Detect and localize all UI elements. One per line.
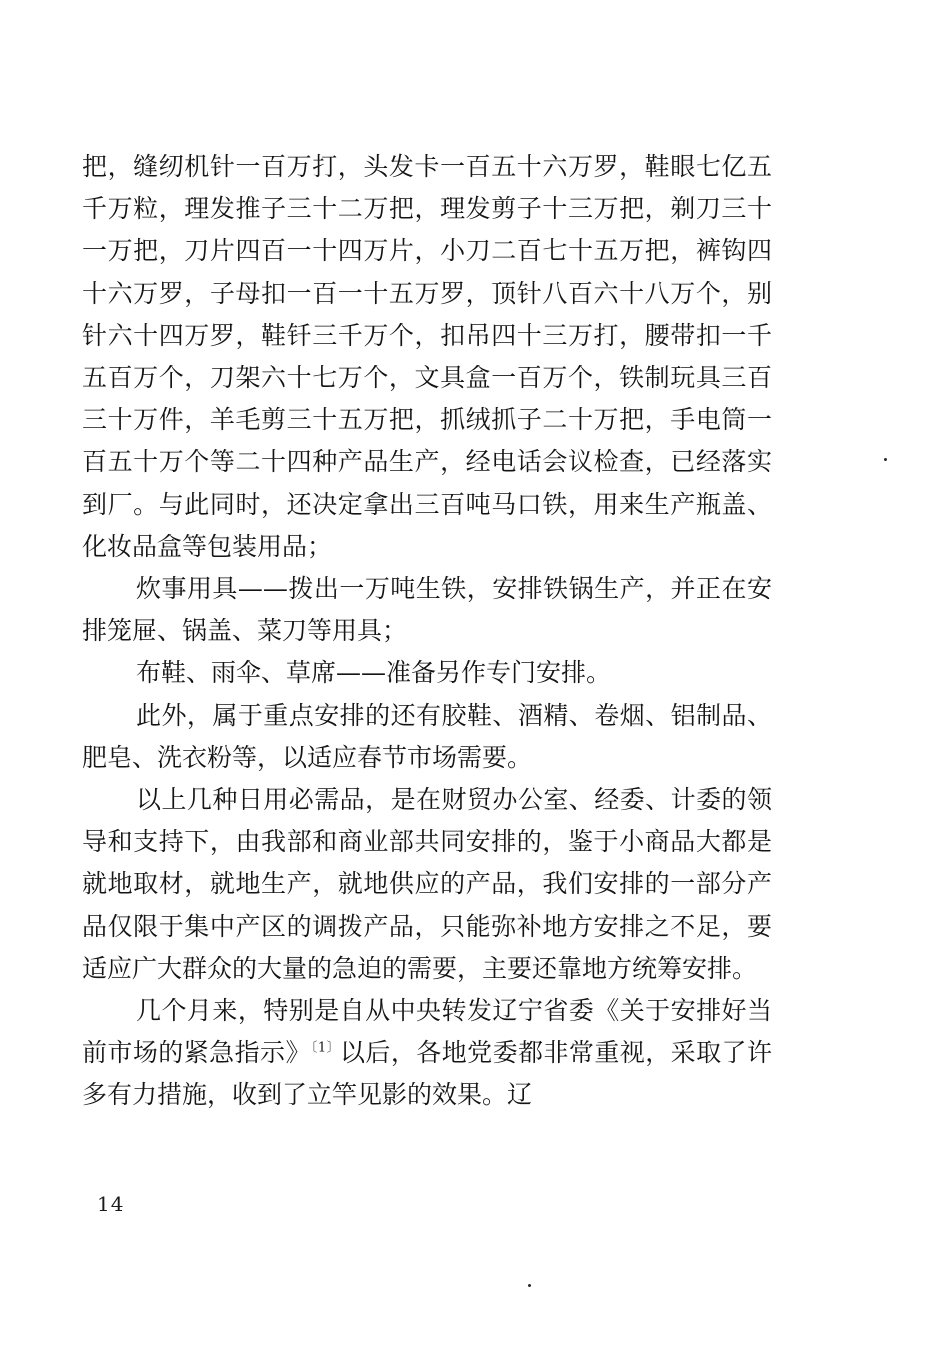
paragraph-1: 把，缝纫机针一百万打，头发卡一百五十六万罗，鞋眼七亿五千万粒，理发推子三十二万把，理发剪子十三万把，剃刀三十一万把，刀片四百一十四万片，小刀二百七十五万把，裤钩四十六万罗，子母扣一百一十五万罗，顶针八百六十八万个，别针六十四万罗，鞋钎三千万个，扣吊四十三万打，腰带扣一千五百万个，刀架六十七万个，文具盒一百万个，铁制玩具三百三十万件，羊毛剪三十五万把，抓绒抓子二十万把，手电筒一百五十万个等二十四种产品生产，经电话会议检查，已经落实到厂。与此同时，还决定拿出三百吨马口铁，用来生产瓶盖、化妆品盒等包装用品； [82,152,772,561]
page-number: 14 [97,1192,125,1216]
paragraph-6-text-before-note: 几个月来，特别是自从中央转发辽宁省委《关于安排好当前市场的紧急指示》 [82,996,772,1068]
paragraph-6 [82,990,772,1117]
scan-speck [528,1284,531,1287]
paragraph-6-text-after-note: 以后，各地党委都非常重视，采取了许多有力措施，收到了立竿见影的效果。辽 [82,1038,772,1110]
paragraph-5: 以上几种日用必需品，是在财贸办公室、经委、计委的领导和支持下，由我部和商业部共同安排的，鉴于小商品大都是就地取材，就地生产，就地供应的产品，我们安排的一部分产品仅限于集中产区的调拨产品，只能弥补地方安排之不足，要适应广大群众的大量的急迫的需要，主要还靠地方统筹安排。 [82,785,772,983]
paragraph-3: 布鞋、雨伞、草席——准备另作专门安排。 [136,658,612,688]
footnote-marker: 〔1〕 [310,1040,340,1056]
body-text [82,146,772,1117]
paragraph-2: 炊事用具——拨出一万吨生铁，安排铁锅生产，并正在安排笼屉、锅盖、菜刀等用具； [82,574,772,646]
paragraph-4: 此外，属于重点安排的还有胶鞋、酒精、卷烟、铝制品、肥皂、洗衣粉等，以适应春节市场需要。 [82,700,772,772]
scan-speck [884,458,887,461]
